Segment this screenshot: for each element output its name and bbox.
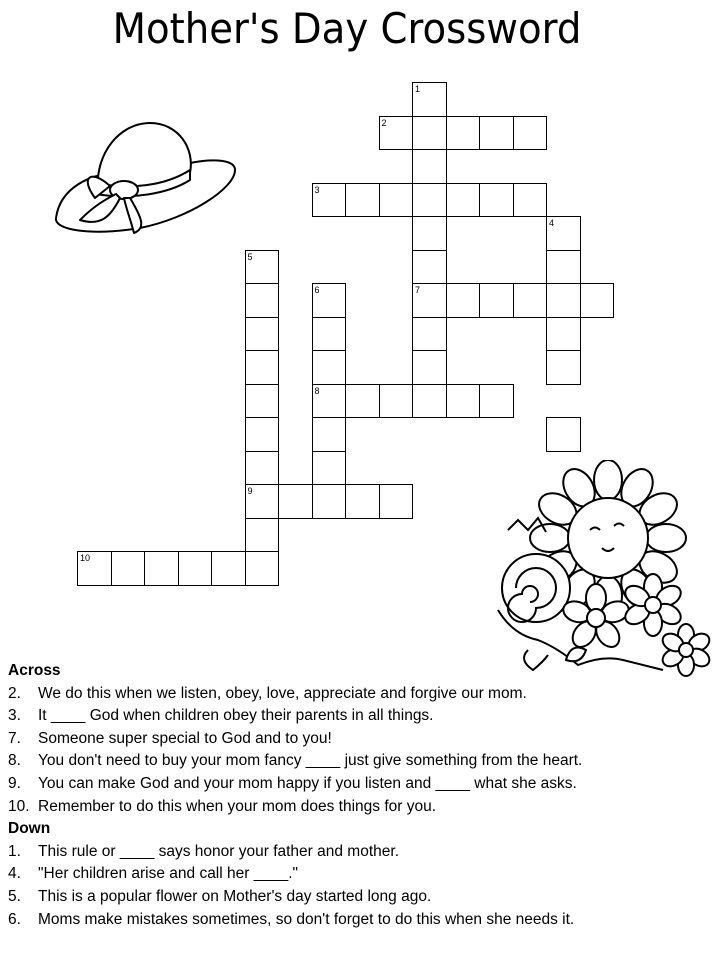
grid-cell[interactable] bbox=[278, 484, 313, 519]
grid-number-label: 9 bbox=[247, 486, 253, 496]
grid-cell-input[interactable] bbox=[246, 552, 279, 585]
down-clue bbox=[8, 909, 713, 932]
grid-cell[interactable] bbox=[345, 484, 380, 519]
grid-cell-input[interactable] bbox=[413, 318, 446, 351]
grid-cell[interactable] bbox=[245, 250, 280, 285]
grid-cell-input[interactable] bbox=[447, 117, 480, 150]
grid-cell[interactable] bbox=[245, 317, 280, 352]
grid-cell[interactable] bbox=[446, 283, 481, 318]
grid-cell[interactable] bbox=[245, 417, 280, 452]
across-clue bbox=[8, 796, 713, 819]
grid-cell[interactable] bbox=[211, 551, 246, 586]
grid-number-label: 6 bbox=[314, 285, 320, 295]
down-clue bbox=[8, 841, 713, 864]
grid-cell-input[interactable] bbox=[346, 485, 379, 518]
grid-cell-input[interactable] bbox=[581, 284, 614, 317]
grid-cell[interactable] bbox=[546, 216, 581, 251]
page-title: Mother's Day Crossword bbox=[112, 4, 582, 53]
grid-cell[interactable] bbox=[245, 283, 280, 318]
clue-text: Moms make mistakes sometimes, so don't forget to do this when she needs it. bbox=[38, 910, 575, 928]
grid-number-label: 8 bbox=[314, 385, 320, 396]
hat-icon bbox=[50, 118, 240, 238]
grid-cell[interactable] bbox=[245, 451, 280, 486]
grid-cell-input[interactable] bbox=[547, 418, 580, 451]
down-clue bbox=[8, 886, 713, 909]
grid-cell-input[interactable] bbox=[447, 385, 480, 418]
clue-number: 3. bbox=[8, 707, 21, 725]
grid-cell-input[interactable] bbox=[514, 284, 547, 317]
grid-cell-input[interactable] bbox=[547, 217, 580, 250]
flower-bouquet-icon bbox=[488, 460, 718, 680]
clue-number: 4. bbox=[8, 865, 21, 883]
grid-cell[interactable] bbox=[479, 183, 514, 218]
grid-cell-input[interactable] bbox=[313, 485, 346, 518]
grid-cell-input[interactable] bbox=[145, 552, 178, 585]
across-clue bbox=[8, 683, 713, 706]
grid-cell-input[interactable] bbox=[246, 385, 279, 418]
across-clue bbox=[8, 705, 713, 728]
grid-cell-input[interactable] bbox=[246, 418, 279, 451]
grid-cell[interactable] bbox=[546, 317, 581, 352]
grid-cell-input[interactable] bbox=[447, 284, 480, 317]
across-clue bbox=[8, 773, 713, 796]
grid-cell[interactable] bbox=[345, 183, 380, 218]
grid-cell-input[interactable] bbox=[112, 552, 145, 585]
grid-cell[interactable] bbox=[312, 484, 347, 519]
grid-cell[interactable] bbox=[245, 518, 280, 553]
grid-cell-input[interactable] bbox=[246, 251, 279, 284]
grid-cell-input[interactable] bbox=[313, 452, 346, 485]
grid-number-label: 3 bbox=[314, 184, 320, 195]
clue-text: This rule or ____ says honor your father and mother. bbox=[38, 842, 400, 860]
grid-cell-input[interactable] bbox=[380, 485, 413, 518]
clue-number: 9. bbox=[8, 774, 21, 792]
grid-cell-input[interactable] bbox=[413, 150, 446, 183]
grid-cell[interactable] bbox=[513, 283, 548, 318]
across-clue bbox=[8, 728, 713, 751]
grid-cell[interactable] bbox=[111, 551, 146, 586]
grid-cell[interactable] bbox=[580, 283, 615, 318]
clue-number: 10. bbox=[8, 797, 30, 815]
grid-cell-input[interactable] bbox=[413, 117, 446, 150]
clue-text: Someone super special to God and to you! bbox=[38, 729, 332, 747]
clue-text: We do this when we listen, obey, love, appreciate and forgive our mom. bbox=[38, 684, 527, 702]
grid-cell[interactable] bbox=[144, 551, 179, 586]
grid-cell-input[interactable] bbox=[380, 184, 413, 217]
down-heading: Down bbox=[8, 820, 51, 838]
grid-cell-input[interactable] bbox=[514, 184, 547, 217]
grid-cell[interactable] bbox=[546, 283, 581, 318]
grid-cell[interactable] bbox=[412, 283, 447, 318]
grid-cell[interactable] bbox=[245, 551, 280, 586]
grid-cell[interactable] bbox=[479, 283, 514, 318]
grid-cell-input[interactable] bbox=[547, 284, 580, 317]
grid-cell-input[interactable] bbox=[313, 385, 346, 418]
grid-cell-input[interactable] bbox=[313, 318, 346, 351]
down-clue-list bbox=[8, 841, 713, 931]
clue-text: Remember to do this when your mom does things for you. bbox=[38, 797, 437, 815]
grid-cell-input[interactable] bbox=[246, 519, 279, 552]
grid-cell-input[interactable] bbox=[246, 284, 279, 317]
clue-text: You can make God and your mom happy if you listen and ____ what she asks. bbox=[38, 774, 577, 792]
grid-cell-input[interactable] bbox=[547, 351, 580, 384]
clue-number: 7. bbox=[8, 729, 21, 747]
grid-cell-input[interactable] bbox=[514, 117, 547, 150]
grid-cell-input[interactable] bbox=[413, 83, 446, 116]
grid-cell[interactable] bbox=[379, 484, 414, 519]
grid-cell[interactable] bbox=[379, 384, 414, 419]
grid-cell[interactable] bbox=[446, 183, 481, 218]
grid-cell[interactable] bbox=[379, 116, 414, 151]
grid-number-label: 2 bbox=[381, 117, 387, 128]
grid-cell-input[interactable] bbox=[413, 284, 446, 317]
across-clue-list bbox=[8, 683, 713, 819]
grid-cell[interactable] bbox=[245, 384, 280, 419]
across-clue bbox=[8, 750, 713, 773]
across-heading: Across bbox=[8, 662, 61, 679]
grid-cell-input[interactable] bbox=[547, 318, 580, 351]
grid-number-label: 1 bbox=[415, 84, 421, 94]
clue-text: You don't need to buy your mom fancy ____ just give something from the heart. bbox=[38, 752, 583, 770]
grid-cell[interactable] bbox=[479, 116, 514, 151]
grid-cell[interactable] bbox=[245, 484, 280, 519]
grid-cell-input[interactable] bbox=[413, 251, 446, 284]
grid-cell-input[interactable] bbox=[480, 284, 513, 317]
grid-cell[interactable] bbox=[513, 183, 548, 218]
grid-cell-input[interactable] bbox=[547, 251, 580, 284]
clue-number: 1. bbox=[8, 842, 21, 860]
grid-cell[interactable] bbox=[312, 350, 347, 385]
grid-cell[interactable] bbox=[479, 384, 514, 419]
grid-number-label: 5 bbox=[247, 251, 253, 262]
grid-cell-input[interactable] bbox=[346, 184, 379, 217]
grid-cell[interactable] bbox=[77, 551, 112, 586]
grid-cell-input[interactable] bbox=[346, 385, 379, 418]
grid-cell[interactable] bbox=[412, 149, 447, 184]
grid-cell[interactable] bbox=[345, 384, 380, 419]
grid-cell[interactable] bbox=[546, 417, 581, 452]
grid-cell-input[interactable] bbox=[313, 284, 346, 317]
grid-cell[interactable] bbox=[412, 82, 447, 117]
grid-cell[interactable] bbox=[412, 216, 447, 251]
grid-cell-input[interactable] bbox=[246, 485, 279, 518]
grid-cell-input[interactable] bbox=[413, 351, 446, 384]
grid-cell[interactable] bbox=[446, 116, 481, 151]
grid-cell-input[interactable] bbox=[179, 552, 212, 585]
grid-cell-input[interactable] bbox=[380, 385, 413, 418]
grid-cell-input[interactable] bbox=[480, 184, 513, 217]
clue-text: "Her children arise and call her ____." bbox=[38, 865, 299, 883]
grid-cell[interactable] bbox=[412, 384, 447, 419]
grid-cell[interactable] bbox=[546, 350, 581, 385]
grid-cell-input[interactable] bbox=[313, 351, 346, 384]
grid-cell[interactable] bbox=[546, 250, 581, 285]
grid-cell[interactable] bbox=[412, 350, 447, 385]
grid-cell[interactable] bbox=[312, 183, 347, 218]
grid-cell[interactable] bbox=[412, 317, 447, 352]
grid-cell-input[interactable] bbox=[313, 184, 346, 217]
grid-number-label: 7 bbox=[415, 285, 421, 295]
grid-cell-input[interactable] bbox=[246, 351, 279, 384]
grid-cell[interactable] bbox=[245, 350, 280, 385]
grid-cell-input[interactable] bbox=[246, 318, 279, 351]
grid-cell-input[interactable] bbox=[480, 117, 513, 150]
clue-number: 2. bbox=[8, 684, 21, 702]
down-clue bbox=[8, 863, 713, 886]
grid-cell-input[interactable] bbox=[212, 552, 245, 585]
grid-cell[interactable] bbox=[412, 250, 447, 285]
grid-cell-input[interactable] bbox=[413, 217, 446, 250]
grid-cell[interactable] bbox=[513, 116, 548, 151]
grid-cell[interactable] bbox=[412, 183, 447, 218]
grid-cell-input[interactable] bbox=[413, 184, 446, 217]
grid-cell[interactable] bbox=[379, 183, 414, 218]
grid-cell-input[interactable] bbox=[313, 418, 346, 451]
grid-cell[interactable] bbox=[312, 451, 347, 486]
grid-cell-input[interactable] bbox=[380, 117, 413, 150]
grid-cell[interactable] bbox=[312, 283, 347, 318]
grid-cell-input[interactable] bbox=[413, 385, 446, 418]
grid-cell[interactable] bbox=[312, 384, 347, 419]
grid-number-label: 10 bbox=[80, 553, 91, 563]
clue-number: 8. bbox=[8, 752, 21, 770]
clue-number: 5. bbox=[8, 887, 21, 905]
grid-cell[interactable] bbox=[312, 317, 347, 352]
grid-cell-input[interactable] bbox=[480, 385, 513, 418]
clues-section bbox=[8, 660, 713, 931]
grid-cell-input[interactable] bbox=[447, 184, 480, 217]
grid-number-label: 4 bbox=[549, 218, 555, 228]
clue-text: This is a popular flower on Mother's day started long ago. bbox=[38, 887, 432, 905]
grid-cell[interactable] bbox=[412, 116, 447, 151]
grid-cell-input[interactable] bbox=[246, 452, 279, 485]
grid-cell-input[interactable] bbox=[78, 552, 111, 585]
grid-cell[interactable] bbox=[312, 417, 347, 452]
grid-cell-input[interactable] bbox=[279, 485, 312, 518]
clue-number: 6. bbox=[8, 910, 21, 928]
grid-cell[interactable] bbox=[446, 384, 481, 419]
clue-text: It ____ God when children obey their parents in all things. bbox=[38, 707, 434, 725]
grid-cell[interactable] bbox=[178, 551, 213, 586]
